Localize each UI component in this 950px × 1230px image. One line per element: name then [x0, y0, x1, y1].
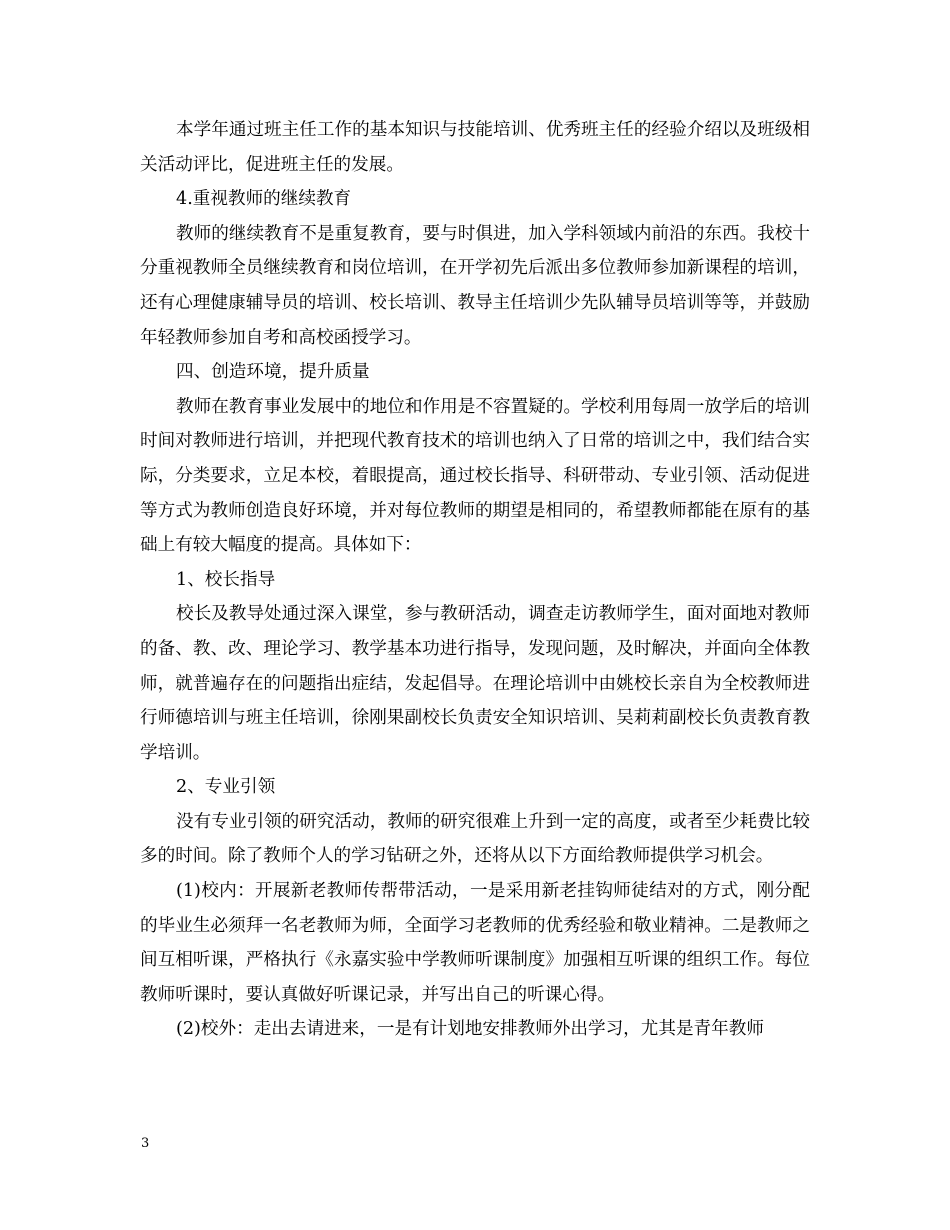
heading-principal-guidance: 1、校长指导	[176, 569, 276, 590]
heading-continuing-education: 4.重视教师的继续教育	[176, 189, 352, 210]
paragraph-create-environment: 教师在教育事业发展中的地位和作用是不容置疑的。学校利用每周一放学后的培训时间对教师进行培训，并把现代教育技术的培训也纳入了日常的培训之中，我们结合实际，分类要求，立足本校，着眼提高，通过校长指导、科研带动、专业引领、活动促进等方式为教师创造良好环境，并对每位教师的期望是相同的，希望教师都能在原有的基础上有较大幅度的提高。具体如下：	[140, 396, 810, 556]
document-body	[140, 113, 810, 1047]
heading-create-environment: 四、创造环境，提升质量	[176, 362, 370, 383]
paragraph-off-campus: (2)校外：走出去请进来，一是有计划地安排教师外出学习，尤其是青年教师	[176, 1019, 764, 1040]
paragraph-on-campus: (1)校内：开展新老教师传帮带活动，一是采用新老挂钩师徒结对的方式，刚分配的毕业生必须拜一名老教师为师，全面学习老教师的优秀经验和敬业精神。二是教师之间互相听课，严格执行《永嘉实验中学教师听课制度》加强相互听课的组织工作。每位教师听课时，要认真做好听课记录，并写出自己的听课心得。	[140, 881, 810, 1005]
paragraph-principal-guidance: 校长及教导处通过深入课堂，参与教研活动，调查走访教师学生，面对面地对教师的备、教、改、理论学习、教学基本功进行指导，发现问题，及时解决，并面向全体教师，就普遍存在的问题指出症结，发起倡导。在理论培训中由姚校长亲自为全校教师进行师德培训与班主任培训，徐刚果副校长负责安全知识培训、吴莉莉副校长负责教育教学培训。	[140, 604, 810, 763]
paragraph-continuing-education: 教师的继续教育不是重复教育，要与时俱进，加入学科领域内前沿的东西。我校十分重视教师全员继续教育和岗位培训，在开学初先后派出多位教师参加新课程的培训，还有心理健康辅导员的培训、校长培训、教导主任培训少先队辅导员培训等等，并鼓励年轻教师参加自考和高校函授学习。	[140, 223, 810, 348]
paragraph-professional-leadership: 没有专业引领的研究活动，教师的研究很难上升到一定的高度，或者至少耗费比较多的时间。除了教师个人的学习钻研之外，还将从以下方面给教师提供学习机会。	[140, 811, 810, 867]
heading-professional-leadership: 2、专业引领	[176, 777, 276, 798]
page-number: 3	[141, 1136, 150, 1151]
paragraph-class-teacher-development: 本学年通过班主任工作的基本知识与技能培训、优秀班主任的经验介绍以及班级相关活动评比，促进班主任的发展。	[140, 120, 810, 175]
